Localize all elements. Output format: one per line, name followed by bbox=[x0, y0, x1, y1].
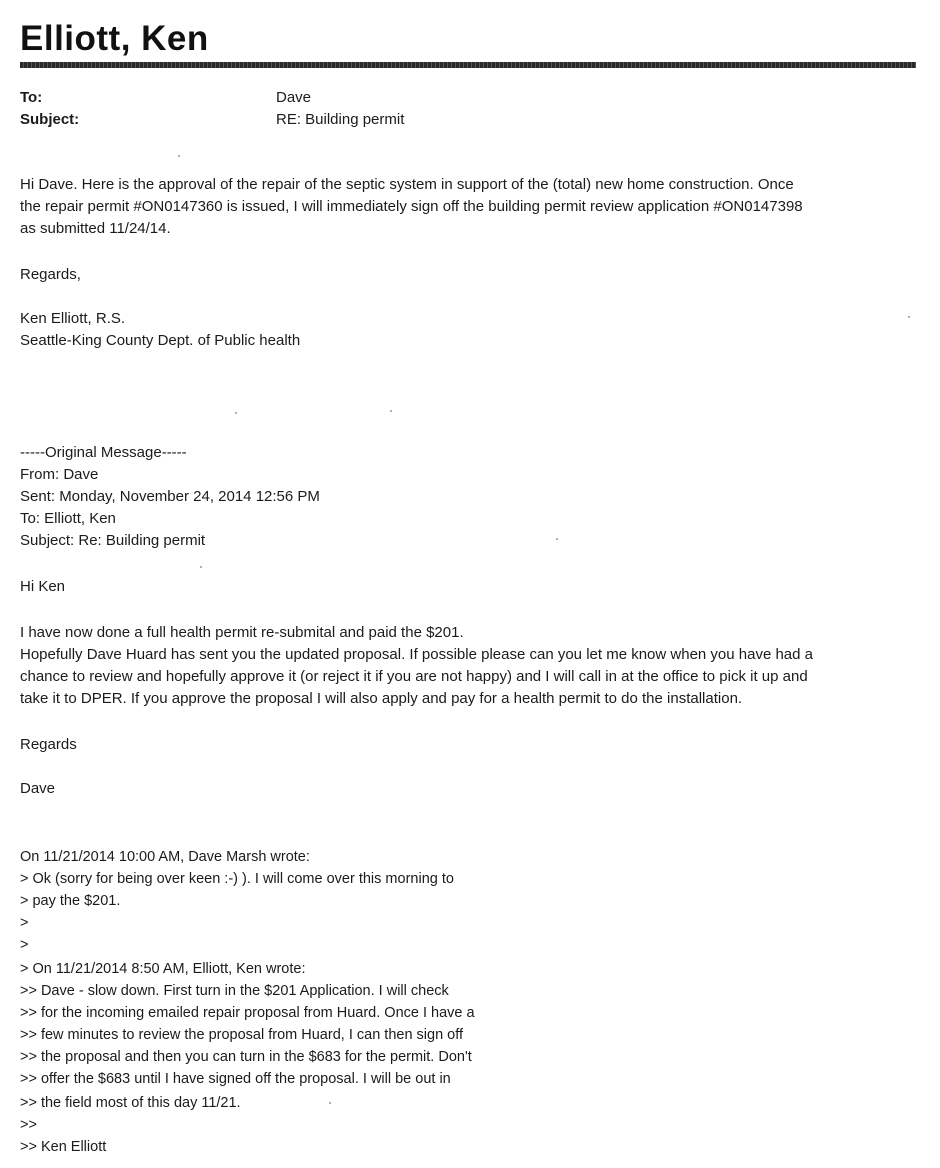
quoted-line: >> bbox=[20, 1117, 37, 1133]
quoted-line: >> Dave - slow down. First turn in the $201 Application. I will check bbox=[20, 983, 449, 999]
to-label: To: bbox=[20, 89, 43, 106]
original-sender-name: Dave bbox=[20, 780, 56, 797]
heading-divider bbox=[20, 62, 916, 68]
quoted-line: >> Ken Elliott bbox=[20, 1139, 107, 1155]
reply-regards: Regards, bbox=[20, 266, 81, 283]
scan-speck bbox=[178, 155, 180, 157]
quoted-line: >> the field most of this day 11/21. bbox=[20, 1095, 241, 1111]
scan-speck bbox=[200, 566, 202, 568]
original-sent: Sent: Monday, November 24, 2014 12:56 PM bbox=[20, 488, 320, 505]
original-body-line: Hopefully Dave Huard has sent you the updated proposal. If possible please can you let me know when you have had a bbox=[20, 646, 814, 663]
original-to: To: Elliott, Ken bbox=[20, 510, 116, 527]
quoted-line: > pay the $201. bbox=[20, 893, 121, 909]
scan-speck bbox=[390, 410, 392, 412]
quoted-line: >> few minutes to review the proposal from Huard, I can then sign off bbox=[20, 1027, 464, 1043]
subject-value: RE: Building permit bbox=[276, 111, 405, 128]
scan-speck bbox=[908, 316, 910, 318]
to-value: Dave bbox=[276, 89, 312, 106]
quoted-line: On 11/21/2014 10:00 AM, Dave Marsh wrote: bbox=[20, 849, 310, 865]
signature-organization: Seattle-King County Dept. of Public health bbox=[20, 332, 301, 349]
quoted-line: >> offer the $683 until I have signed off the proposal. I will be out in bbox=[20, 1071, 451, 1087]
original-from: From: Dave bbox=[20, 466, 99, 483]
sender-name-heading: Elliott, Ken bbox=[20, 19, 209, 58]
reply-body-line: Hi Dave. Here is the approval of the repair of the septic system in support of the (total) new home construction. Once bbox=[20, 176, 794, 193]
reply-body-line: the repair permit #ON0147360 is issued, I will immediately sign off the building permit review application #ON0147398 bbox=[20, 198, 803, 215]
quoted-line: > On 11/21/2014 8:50 AM, Elliott, Ken wrote: bbox=[20, 961, 306, 977]
quoted-line: >> the proposal and then you can turn in the $683 for the permit. Don't bbox=[20, 1049, 472, 1065]
reply-body-line: as submitted 11/24/14. bbox=[20, 220, 171, 237]
original-body-line: chance to review and hopefully approve it (or reject it if you are not happy) and I will call in at the office to pick it up and bbox=[20, 668, 808, 685]
scan-speck bbox=[329, 1102, 331, 1104]
original-greeting: Hi Ken bbox=[20, 578, 66, 595]
original-subject: Subject: Re: Building permit bbox=[20, 532, 206, 549]
original-regards: Regards bbox=[20, 736, 77, 753]
quoted-line: > Ok (sorry for being over keen :-) ). I will come over this morning to bbox=[20, 871, 454, 887]
quoted-line: > bbox=[20, 915, 29, 931]
original-body-line: take it to DPER. If you approve the proposal I will also apply and pay for a health permit to do the installation. bbox=[20, 690, 743, 707]
signature-name: Ken Elliott, R.S. bbox=[20, 310, 126, 327]
subject-label: Subject: bbox=[20, 111, 80, 128]
quoted-line: > bbox=[20, 937, 29, 953]
quoted-line: >> for the incoming emailed repair proposal from Huard. Once I have a bbox=[20, 1005, 475, 1021]
original-message-separator: -----Original Message----- bbox=[20, 444, 187, 461]
scan-speck bbox=[235, 412, 237, 414]
original-body-line: I have now done a full health permit re-submital and paid the $201. bbox=[20, 624, 464, 641]
scan-speck bbox=[556, 538, 558, 540]
